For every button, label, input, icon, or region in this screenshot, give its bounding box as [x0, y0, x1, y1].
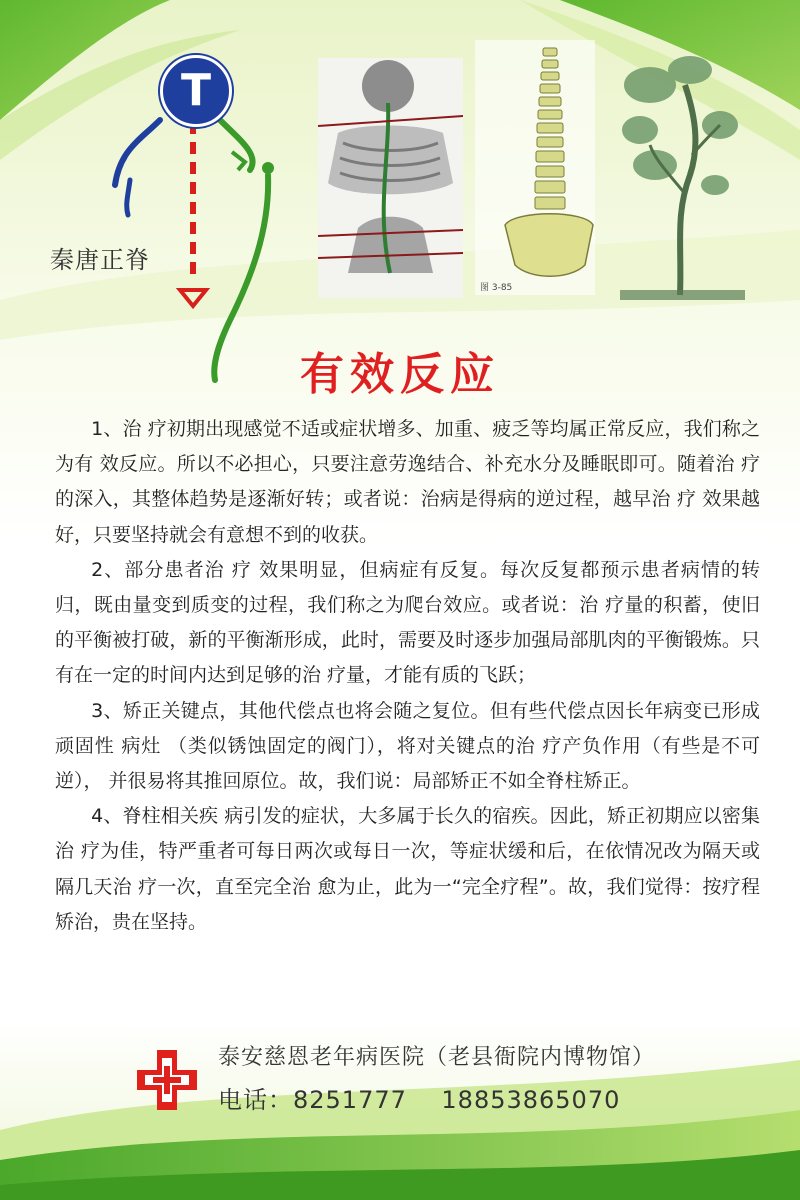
page-title: 有效反应 — [300, 349, 500, 400]
paragraph-1: 1、治 疗初期出现感觉不适或症状增多、加重、疲乏等均属正常反应，我们称之为有 效反应。所以不必担心，只要注意劳逸结合、补充水分及睡眠即可。随着治 疗的深入，其整体趋势是逐渐好转；或者说：治病是得病的逆过程，越早治 疗 效果越好，只要坚持就会有意想不到的收获。 — [55, 418, 760, 546]
spine-diagram-image — [475, 40, 595, 295]
skeleton-xray-image — [318, 58, 463, 298]
paragraph-2: 2、部分患者治 疗 效果明显，但病症有反复。每次反复都预示患者病情的转归，既由量变到质变的过程，我们称之为爬台效应。或者说：治 疗量的积蓄，使旧的平衡被打破，新的平衡渐形成，此时，需要及时逐步加强局部肌肉的平衡锻炼。只有在一定的时间内达到足够的治 疗量，才能有质的飞跃； — [55, 558, 760, 687]
red-cross-icon — [135, 1048, 199, 1112]
figure-caption: 图 3-85 — [480, 283, 513, 293]
tree-image — [620, 45, 745, 300]
paragraph-4: 4、脊柱相关疾 病引发的症状，大多属于长久的宿疾。因此，矫正初期应以密集治 疗为佳，特严重者可每日两次或每日一次，等症状缓和后，在依情况改为隔天或隔几天治 疗一次，直至完全治 愈为止，此为一“完全疗程”。故，我们觉得：按疗程矫治，贵在坚持。 — [55, 805, 760, 933]
body-text — [55, 412, 760, 940]
paragraph-3: 3、矫正关键点，其他代偿点也将会随之复位。但有些代偿点因长年病变已形成顽固性 病灶 （类似锈蚀固定的阀门），将对关键点的治 疗产负作用（有些是不可逆）， 并很易将其推回原位。故，我们说：局部矫正不如全脊柱矫正。 — [55, 699, 760, 793]
phone-line: 电话：8251777 18853865070 — [218, 1086, 621, 1114]
logo-badge — [160, 55, 232, 127]
hospital-name: 泰安慈恩老年病医院（老县衙院内博物馆） — [218, 1045, 656, 1070]
t-logo-icon: T — [180, 65, 211, 116]
brand-name: 秦唐正脊 — [50, 246, 150, 274]
